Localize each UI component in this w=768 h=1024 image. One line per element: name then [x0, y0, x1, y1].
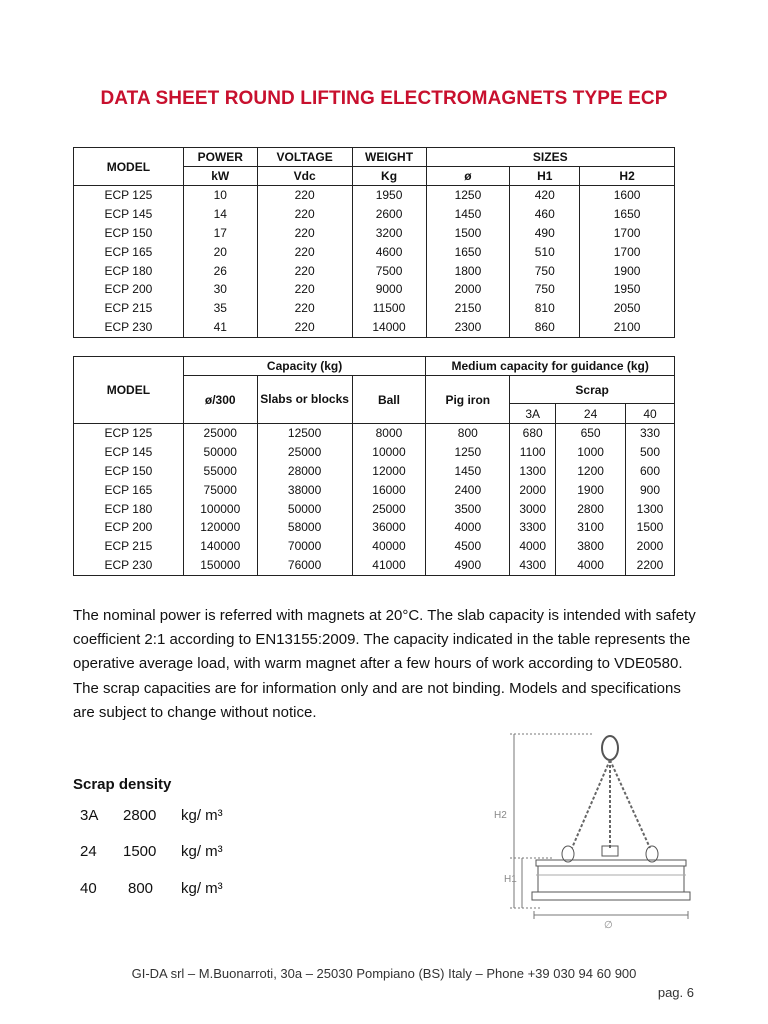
table-cell: 3300 [519, 520, 547, 535]
table-cell: 1300 [519, 463, 547, 478]
table-cell: 12000 [372, 463, 406, 478]
footer-address: GI-DA srl – M.Buonarroti, 30a – 25030 Pompiano (BS) Italy – Phone +39 030 94 60 900 [131, 966, 637, 981]
table-cell: 75000 [203, 482, 237, 497]
electromagnet-drawing [492, 730, 716, 930]
table-cell: 750 [534, 263, 555, 278]
capacity-table [73, 356, 675, 576]
table-cell: 490 [534, 225, 555, 240]
unit-voltage: Vdc [257, 167, 352, 186]
table-cell: ECP 180 [104, 263, 153, 278]
h1-col [510, 186, 580, 338]
table-cell: 1900 [577, 482, 604, 497]
table-cell: ECP 165 [104, 244, 153, 259]
col-scrap-40: 40 [626, 404, 675, 424]
table-cell: 70000 [287, 539, 322, 554]
pig-iron-col [426, 424, 510, 576]
table-cell: 10000 [372, 445, 406, 460]
table-cell: 220 [294, 282, 315, 297]
table-cell: 510 [534, 244, 555, 259]
scrap-grade: 3A [80, 807, 99, 824]
col-sizes: SIZES [426, 148, 675, 167]
table-cell: 1650 [454, 244, 482, 259]
table-cell: ECP 145 [104, 445, 153, 460]
table-cell: ECP 165 [104, 482, 153, 497]
col-h2: H2 [580, 167, 675, 186]
col-scrap-3a: 3A [510, 404, 556, 424]
table-cell: ECP 200 [104, 282, 153, 297]
table-cell: 810 [534, 301, 555, 316]
table-cell: 11500 [372, 301, 406, 316]
table-cell: 14000 [372, 319, 406, 334]
col-model: MODEL [74, 357, 184, 424]
diameter-col [426, 186, 510, 338]
table-cell: 2000 [454, 282, 482, 297]
table-cell: 2600 [375, 207, 403, 222]
col-diameter: ø [426, 167, 510, 186]
table-cell: 1950 [613, 282, 641, 297]
table-cell: 1500 [454, 225, 482, 240]
table-cell: 2400 [454, 482, 482, 497]
col-power: POWER [183, 148, 257, 167]
table-cell: 1450 [454, 207, 482, 222]
electromagnet-diagram [492, 730, 716, 930]
table-cell: 220 [294, 301, 315, 316]
table-cell: 150000 [200, 557, 241, 572]
table-cell: 2300 [454, 319, 482, 334]
col-model: MODEL [74, 148, 184, 186]
table-cell: 420 [534, 188, 555, 203]
table-cell: 2800 [577, 501, 604, 516]
table-cell: 3000 [519, 501, 547, 516]
table-cell: 330 [639, 426, 661, 441]
table-cell: 220 [294, 225, 315, 240]
table-cell: 220 [294, 188, 315, 203]
slabs-col [257, 424, 352, 576]
ball-col [352, 424, 426, 576]
scrap-density-title: Scrap density [73, 776, 172, 793]
table-cell: 55000 [203, 463, 237, 478]
table-cell: 4000 [454, 520, 482, 535]
table-cell: 12500 [287, 426, 322, 441]
table-cell: 680 [522, 426, 543, 441]
scrap-grade: 24 [80, 843, 97, 860]
table-cell: 1100 [519, 445, 546, 460]
table-cell: 1700 [613, 244, 641, 259]
col-ball: Ball [352, 376, 426, 424]
table-cell: 2050 [613, 301, 641, 316]
table-cell: 4500 [454, 539, 482, 554]
weight-col [352, 186, 426, 338]
table-cell: 9000 [375, 282, 403, 297]
unit-weight: Kg [352, 167, 426, 186]
scrap-density-value: 2800 [123, 807, 157, 824]
table-cell: 8000 [375, 426, 403, 441]
scrap-density-unit: kg/ m³ [181, 880, 223, 897]
table-cell: 3200 [375, 225, 403, 240]
models-col [74, 424, 184, 576]
table-cell: 36000 [372, 520, 406, 535]
table-cell: 1800 [454, 263, 482, 278]
specs-table [73, 147, 675, 338]
col-scrap: Scrap [510, 376, 675, 404]
table-cell: ECP 215 [104, 539, 153, 554]
table-cell: 14 [213, 207, 227, 222]
table-cell: 41 [213, 319, 227, 334]
table-cell: 7500 [375, 263, 403, 278]
table-cell: ECP 230 [104, 319, 153, 334]
diameter-label: ∅ [604, 920, 613, 930]
h1-label: H1 [504, 874, 517, 885]
table-cell: 50000 [287, 501, 322, 516]
col-weight: WEIGHT [352, 148, 426, 167]
table-cell: ECP 150 [104, 225, 153, 240]
table-cell: 4600 [375, 244, 403, 259]
table-cell: 35 [213, 301, 227, 316]
table-cell: 1300 [636, 501, 664, 516]
table-cell: 3800 [577, 539, 604, 554]
scrap-grade: 40 [80, 880, 97, 897]
scrap-24-col [556, 424, 626, 576]
table-cell: 1950 [375, 188, 403, 203]
table-cell: 750 [534, 282, 555, 297]
col-slabs: Slabs or blocks [257, 376, 352, 424]
table-cell: 460 [534, 207, 555, 222]
table-cell: 76000 [287, 557, 322, 572]
table-cell: 25000 [372, 501, 406, 516]
table-cell: 1500 [636, 520, 664, 535]
table-cell: ECP 230 [104, 557, 153, 572]
table-cell: 800 [457, 426, 478, 441]
scrap-density-value: 800 [128, 880, 154, 897]
table-cell: 1450 [454, 463, 482, 478]
table-cell: 100000 [200, 501, 241, 516]
col-pig-iron: Pig iron [426, 376, 510, 424]
h2-col [580, 186, 675, 338]
table-cell: 2000 [636, 539, 664, 554]
table-cell: 40000 [372, 539, 406, 554]
table-cell: 220 [294, 244, 315, 259]
table-cell: 17 [213, 225, 227, 240]
table-cell: 2000 [519, 482, 547, 497]
page-number: pag. 6 [657, 985, 694, 1000]
page-title: DATA SHEET ROUND LIFTING ELECTROMAGNETS TYPE ECP [100, 88, 668, 109]
table-cell: 10 [213, 188, 227, 203]
table-cell: 1900 [613, 263, 641, 278]
table-cell: 860 [534, 319, 555, 334]
table-cell: 1250 [454, 445, 482, 460]
table-cell: 41000 [372, 557, 406, 572]
table-cell: 26 [213, 263, 227, 278]
col-voltage: VOLTAGE [257, 148, 352, 167]
phi300-col [183, 424, 257, 576]
table-cell: 1650 [613, 207, 641, 222]
table-cell: 4300 [519, 557, 547, 572]
table-cell: 220 [294, 319, 315, 334]
table-cell: 20 [213, 244, 227, 259]
col-scrap-24: 24 [556, 404, 626, 424]
table-cell: ECP 215 [104, 301, 153, 316]
table-cell: 900 [639, 482, 661, 497]
table-cell: 1000 [577, 445, 604, 460]
table-cell: ECP 180 [104, 501, 153, 516]
table-cell: ECP 150 [104, 463, 153, 478]
table-cell: 25000 [287, 445, 322, 460]
table-cell: 2150 [454, 301, 482, 316]
table-cell: 500 [639, 445, 661, 460]
table-cell: 3500 [454, 501, 482, 516]
table-cell: 28000 [287, 463, 322, 478]
scrap-density-value: 1500 [123, 843, 157, 860]
table-cell: 1700 [613, 225, 641, 240]
table-cell: 650 [580, 426, 601, 441]
power-col [183, 186, 257, 338]
scrap-density-unit: kg/ m³ [181, 807, 223, 824]
scrap-density-unit: kg/ m³ [181, 843, 223, 860]
table-cell: ECP 125 [104, 188, 153, 203]
table-cell: 120000 [200, 520, 241, 535]
table-cell: 2200 [636, 557, 664, 572]
table-cell: 220 [294, 207, 315, 222]
table-cell: 25000 [203, 426, 237, 441]
notes-paragraph: The nominal power is referred with magnets at 20°C. The slab capacity is intended with safety coefficient 2:1 according to EN13155:2009. The capacity indicated in the table represents the operative average load, with warm magnet after a few hours of work according to VDE0580. The scrap capacities are for information only and are not binding. Models and specifications are subject to change without notice. [73, 607, 696, 721]
table-cell: 30 [213, 282, 227, 297]
scrap-3a-col [510, 424, 556, 576]
voltage-col [257, 186, 352, 338]
table-cell: 220 [294, 263, 315, 278]
col-phi300: ø/300 [183, 376, 257, 424]
table-cell: 4000 [577, 557, 604, 572]
table-cell: ECP 145 [104, 207, 153, 222]
h2-label: H2 [494, 810, 507, 821]
models-col [74, 186, 184, 338]
col-h1: H1 [510, 167, 580, 186]
table-cell: 3100 [577, 520, 604, 535]
table-cell: 2100 [613, 319, 641, 334]
table-cell: 38000 [287, 482, 322, 497]
table-cell: 50000 [203, 445, 237, 460]
unit-power: kW [183, 167, 257, 186]
table-cell: 140000 [200, 539, 241, 554]
scrap-40-col [626, 424, 675, 576]
table-cell: 58000 [287, 520, 322, 535]
table-cell: ECP 200 [104, 520, 153, 535]
table-cell: 16000 [372, 482, 406, 497]
col-medium-capacity: Medium capacity for guidance (kg) [426, 357, 675, 376]
table-cell: 1600 [613, 188, 641, 203]
table-cell: 1250 [454, 188, 482, 203]
col-capacity: Capacity (kg) [183, 357, 426, 376]
table-cell: 600 [639, 463, 661, 478]
table-cell: ECP 125 [104, 426, 153, 441]
table-cell: 1200 [577, 463, 604, 478]
table-cell: 4900 [454, 557, 482, 572]
table-cell: 4000 [519, 539, 547, 554]
